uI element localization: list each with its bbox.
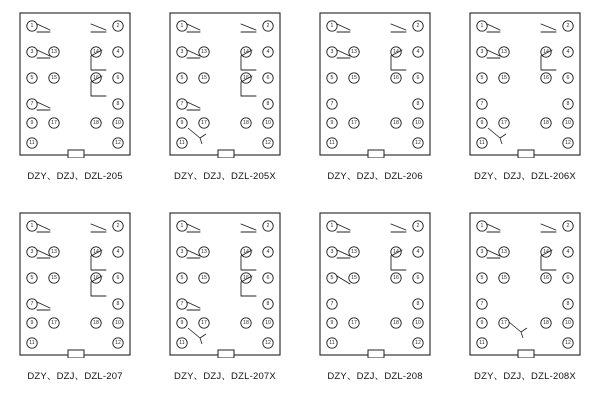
svg-text:5: 5 <box>480 275 484 281</box>
svg-text:4: 4 <box>566 49 570 55</box>
svg-text:6: 6 <box>116 275 120 281</box>
svg-text:10: 10 <box>565 320 571 326</box>
svg-text:11: 11 <box>179 140 185 146</box>
svg-text:9: 9 <box>330 120 334 126</box>
svg-text:15: 15 <box>201 275 207 281</box>
svg-text:8: 8 <box>116 101 120 107</box>
svg-text:16: 16 <box>543 275 549 281</box>
svg-text:17: 17 <box>501 320 507 326</box>
svg-text:6: 6 <box>416 275 420 281</box>
svg-text:4: 4 <box>116 49 120 55</box>
svg-text:9: 9 <box>30 320 34 326</box>
svg-text:17: 17 <box>51 320 57 326</box>
diagram-caption: DZY、DZJ、DZL-205 <box>27 171 123 182</box>
svg-text:11: 11 <box>479 340 485 346</box>
svg-text:16: 16 <box>93 75 99 81</box>
diagram-dzl-206x <box>466 10 584 158</box>
svg-text:13: 13 <box>351 249 357 255</box>
svg-text:11: 11 <box>29 140 35 146</box>
svg-text:18: 18 <box>243 120 249 126</box>
svg-text:8: 8 <box>266 101 270 107</box>
svg-text:12: 12 <box>115 140 121 146</box>
svg-text:14: 14 <box>543 249 549 255</box>
svg-text:12: 12 <box>565 140 571 146</box>
diagram-cell <box>450 200 600 400</box>
svg-text:9: 9 <box>180 120 184 126</box>
svg-text:3: 3 <box>30 249 34 255</box>
svg-text:1: 1 <box>30 23 34 29</box>
svg-text:10: 10 <box>415 120 421 126</box>
svg-text:13: 13 <box>51 49 57 55</box>
svg-text:18: 18 <box>543 120 549 126</box>
diagram-caption: DZY、DZJ、DZL-206X <box>474 171 576 182</box>
svg-text:9: 9 <box>480 320 484 326</box>
svg-text:9: 9 <box>30 120 34 126</box>
svg-text:14: 14 <box>93 249 99 255</box>
svg-text:18: 18 <box>543 320 549 326</box>
svg-text:4: 4 <box>566 249 570 255</box>
svg-text:3: 3 <box>480 249 484 255</box>
svg-text:6: 6 <box>566 75 570 81</box>
svg-text:12: 12 <box>115 340 121 346</box>
svg-text:7: 7 <box>330 101 334 107</box>
diagram-cell <box>0 0 150 200</box>
svg-text:1: 1 <box>180 223 184 229</box>
svg-text:13: 13 <box>201 49 207 55</box>
svg-text:7: 7 <box>330 301 334 307</box>
svg-text:3: 3 <box>480 49 484 55</box>
svg-text:13: 13 <box>351 49 357 55</box>
svg-text:3: 3 <box>30 49 34 55</box>
svg-text:1: 1 <box>330 23 334 29</box>
svg-text:2: 2 <box>566 223 570 229</box>
svg-text:6: 6 <box>416 75 420 81</box>
svg-text:3: 3 <box>180 49 184 55</box>
svg-text:6: 6 <box>266 275 270 281</box>
svg-text:11: 11 <box>29 340 35 346</box>
svg-text:9: 9 <box>180 320 184 326</box>
svg-text:12: 12 <box>265 140 271 146</box>
diagram-dzl-206 <box>316 10 434 158</box>
svg-text:7: 7 <box>30 301 34 307</box>
svg-text:17: 17 <box>201 320 207 326</box>
diagram-dzl-208x <box>466 210 584 358</box>
svg-text:5: 5 <box>330 75 334 81</box>
svg-text:14: 14 <box>243 49 249 55</box>
svg-text:13: 13 <box>201 249 207 255</box>
svg-text:14: 14 <box>93 49 99 55</box>
svg-text:10: 10 <box>115 320 121 326</box>
svg-text:10: 10 <box>265 120 271 126</box>
svg-text:12: 12 <box>565 340 571 346</box>
diagram-cell <box>150 200 300 400</box>
svg-text:13: 13 <box>501 249 507 255</box>
svg-text:6: 6 <box>266 75 270 81</box>
svg-text:6: 6 <box>116 75 120 81</box>
svg-text:4: 4 <box>416 49 420 55</box>
svg-text:3: 3 <box>180 249 184 255</box>
svg-text:7: 7 <box>480 301 484 307</box>
svg-text:18: 18 <box>93 120 99 126</box>
svg-text:14: 14 <box>393 249 399 255</box>
svg-text:2: 2 <box>116 223 120 229</box>
svg-text:18: 18 <box>393 120 399 126</box>
svg-text:1: 1 <box>330 223 334 229</box>
svg-text:8: 8 <box>116 301 120 307</box>
svg-text:7: 7 <box>180 301 184 307</box>
svg-text:2: 2 <box>266 223 270 229</box>
svg-text:15: 15 <box>51 275 57 281</box>
svg-text:2: 2 <box>416 23 420 29</box>
svg-text:2: 2 <box>566 23 570 29</box>
svg-text:8: 8 <box>416 301 420 307</box>
svg-text:14: 14 <box>243 249 249 255</box>
svg-text:3: 3 <box>330 49 334 55</box>
svg-text:5: 5 <box>330 275 334 281</box>
svg-text:4: 4 <box>266 249 270 255</box>
svg-text:5: 5 <box>30 275 34 281</box>
diagram-caption: DZY、DZJ、DZL-205X <box>174 171 276 182</box>
svg-text:13: 13 <box>501 49 507 55</box>
svg-text:18: 18 <box>93 320 99 326</box>
svg-text:10: 10 <box>115 120 121 126</box>
svg-text:12: 12 <box>415 340 421 346</box>
svg-text:17: 17 <box>501 120 507 126</box>
svg-text:11: 11 <box>329 340 335 346</box>
svg-text:18: 18 <box>243 320 249 326</box>
svg-text:7: 7 <box>480 101 484 107</box>
svg-text:17: 17 <box>201 120 207 126</box>
diagram-dzl-205 <box>16 10 134 158</box>
svg-text:5: 5 <box>30 75 34 81</box>
svg-text:5: 5 <box>180 275 184 281</box>
svg-text:8: 8 <box>266 301 270 307</box>
svg-text:8: 8 <box>416 101 420 107</box>
diagram-caption: DZY、DZJ、DZL-207 <box>27 371 123 382</box>
svg-text:15: 15 <box>501 275 507 281</box>
diagram-cell <box>150 0 300 200</box>
diagram-caption: DZY、DZJ、DZL-208X <box>474 371 576 382</box>
svg-text:16: 16 <box>93 275 99 281</box>
diagram-dzl-205x <box>166 10 284 158</box>
diagram-cell <box>300 0 450 200</box>
svg-text:11: 11 <box>179 340 185 346</box>
svg-text:7: 7 <box>30 101 34 107</box>
svg-text:15: 15 <box>501 75 507 81</box>
diagram-dzl-208 <box>316 210 434 358</box>
svg-text:9: 9 <box>480 120 484 126</box>
svg-text:15: 15 <box>201 75 207 81</box>
svg-text:1: 1 <box>480 223 484 229</box>
svg-text:14: 14 <box>393 49 399 55</box>
svg-text:10: 10 <box>265 320 271 326</box>
svg-text:18: 18 <box>393 320 399 326</box>
diagram-dzl-207x <box>166 210 284 358</box>
svg-text:16: 16 <box>543 75 549 81</box>
svg-text:11: 11 <box>479 140 485 146</box>
diagram-caption: DZY、DZJ、DZL-208 <box>327 371 423 382</box>
svg-text:8: 8 <box>566 101 570 107</box>
diagram-dzl-207 <box>16 210 134 358</box>
svg-text:10: 10 <box>415 320 421 326</box>
svg-text:3: 3 <box>330 249 334 255</box>
svg-text:1: 1 <box>30 223 34 229</box>
svg-text:4: 4 <box>116 249 120 255</box>
svg-text:17: 17 <box>351 320 357 326</box>
svg-text:16: 16 <box>243 75 249 81</box>
svg-text:6: 6 <box>566 275 570 281</box>
svg-text:4: 4 <box>416 249 420 255</box>
svg-text:9: 9 <box>330 320 334 326</box>
svg-text:17: 17 <box>351 120 357 126</box>
svg-text:14: 14 <box>543 49 549 55</box>
svg-text:8: 8 <box>566 301 570 307</box>
svg-text:11: 11 <box>329 140 335 146</box>
diagram-caption: DZY、DZJ、DZL-207X <box>174 371 276 382</box>
svg-text:5: 5 <box>480 75 484 81</box>
svg-text:2: 2 <box>416 223 420 229</box>
svg-text:7: 7 <box>180 101 184 107</box>
svg-text:1: 1 <box>180 23 184 29</box>
svg-text:4: 4 <box>266 49 270 55</box>
svg-text:16: 16 <box>243 275 249 281</box>
diagram-cell <box>0 200 150 400</box>
svg-text:10: 10 <box>565 120 571 126</box>
diagram-cell <box>300 200 450 400</box>
diagram-caption: DZY、DZJ、DZL-206 <box>327 171 423 182</box>
svg-text:12: 12 <box>265 340 271 346</box>
svg-text:15: 15 <box>351 75 357 81</box>
svg-text:13: 13 <box>51 249 57 255</box>
svg-text:15: 15 <box>351 275 357 281</box>
svg-text:16: 16 <box>393 75 399 81</box>
svg-text:17: 17 <box>51 120 57 126</box>
svg-text:12: 12 <box>415 140 421 146</box>
svg-text:15: 15 <box>51 75 57 81</box>
diagram-cell <box>450 0 600 200</box>
svg-text:2: 2 <box>266 23 270 29</box>
svg-text:5: 5 <box>180 75 184 81</box>
svg-text:2: 2 <box>116 23 120 29</box>
svg-text:1: 1 <box>480 23 484 29</box>
svg-text:16: 16 <box>393 275 399 281</box>
